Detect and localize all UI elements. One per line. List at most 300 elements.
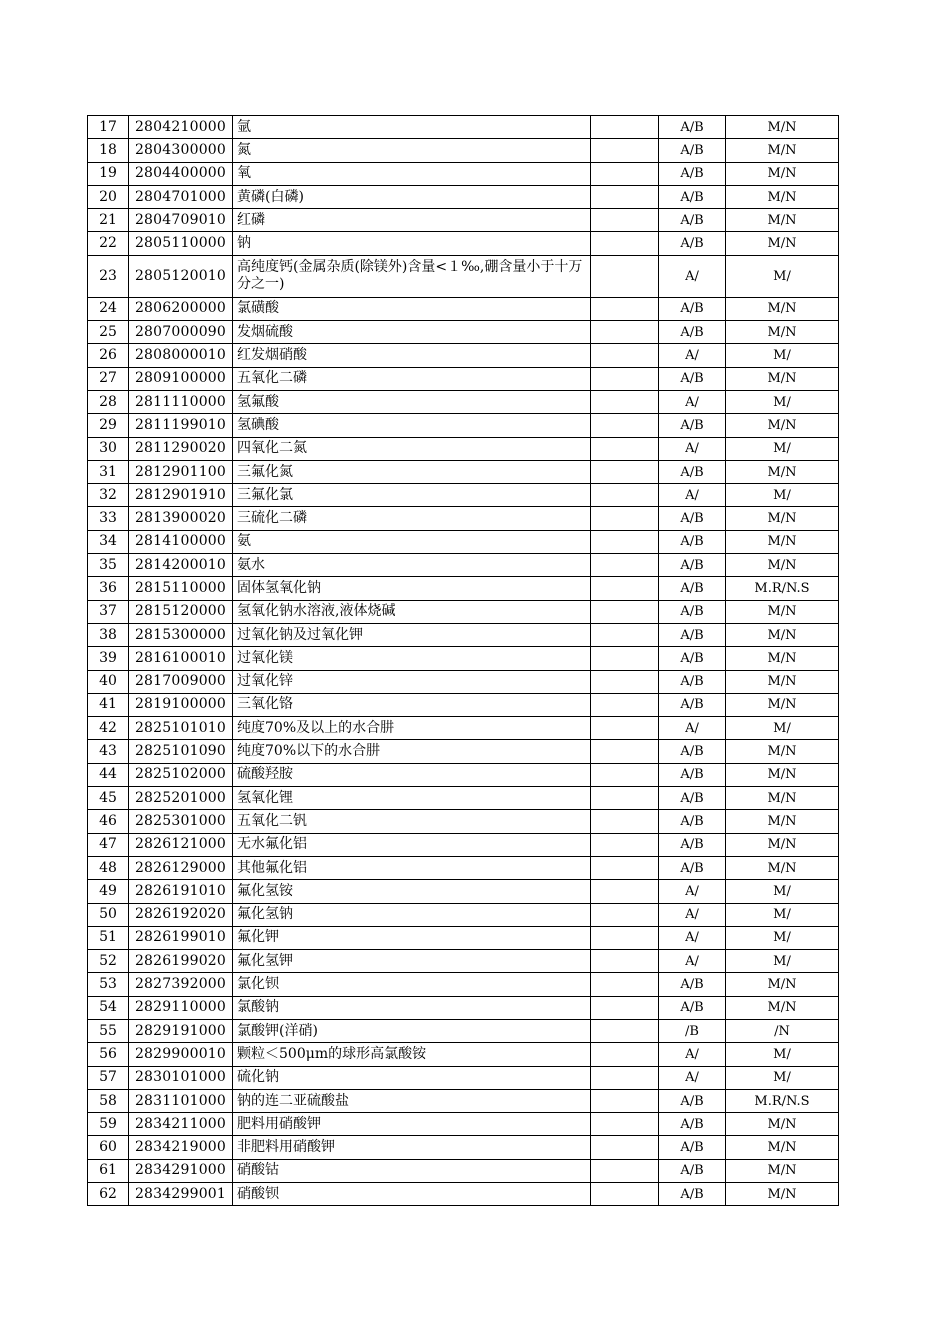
table-row bbox=[88, 367, 839, 390]
table-row bbox=[88, 554, 839, 577]
hs-code-cell: 2812901100 bbox=[129, 460, 233, 483]
table-row bbox=[88, 209, 839, 232]
blank-cell bbox=[591, 1136, 659, 1159]
blank-cell bbox=[591, 390, 659, 413]
row-number-cell: 60 bbox=[88, 1136, 129, 1159]
row-number-cell: 40 bbox=[88, 670, 129, 693]
product-name-cell: 钠的连二亚硫酸盐 bbox=[233, 1089, 591, 1112]
inspection-category-cell: M/N bbox=[726, 740, 839, 763]
inspection-category-cell: M/N bbox=[726, 530, 839, 553]
regulatory-condition-cell: A/B bbox=[659, 763, 726, 786]
regulatory-condition-cell: A/B bbox=[659, 554, 726, 577]
hs-code-cell: 2826199010 bbox=[129, 926, 233, 949]
table-row bbox=[88, 255, 839, 297]
product-name-cell: 三氟化氯 bbox=[233, 484, 591, 507]
inspection-category-cell: M/N bbox=[726, 763, 839, 786]
row-number-cell: 17 bbox=[88, 116, 129, 139]
inspection-category-cell: M/N bbox=[726, 1113, 839, 1136]
product-name-cell: 发烟硫酸 bbox=[233, 321, 591, 344]
row-number-cell: 23 bbox=[88, 255, 129, 297]
regulatory-condition-cell: A/B bbox=[659, 209, 726, 232]
product-name-cell: 氨 bbox=[233, 530, 591, 553]
blank-cell bbox=[591, 810, 659, 833]
row-number-cell: 58 bbox=[88, 1089, 129, 1112]
product-name-cell: 硝酸钴 bbox=[233, 1159, 591, 1182]
hs-code-cell: 2815110000 bbox=[129, 577, 233, 600]
regulatory-condition-cell: A/B bbox=[659, 460, 726, 483]
row-number-cell: 37 bbox=[88, 600, 129, 623]
row-number-cell: 53 bbox=[88, 973, 129, 996]
blank-cell bbox=[591, 554, 659, 577]
product-name-cell: 氧 bbox=[233, 162, 591, 185]
hs-code-cell: 2805110000 bbox=[129, 232, 233, 255]
goods-table bbox=[87, 115, 839, 1206]
blank-cell bbox=[591, 973, 659, 996]
regulatory-condition-cell: A/B bbox=[659, 810, 726, 833]
table-row bbox=[88, 460, 839, 483]
table-row bbox=[88, 162, 839, 185]
inspection-category-cell: M/N bbox=[726, 623, 839, 646]
hs-code-cell: 2814200010 bbox=[129, 554, 233, 577]
hs-code-cell: 2826121000 bbox=[129, 833, 233, 856]
table-row bbox=[88, 903, 839, 926]
inspection-category-cell: M/N bbox=[726, 162, 839, 185]
product-name-cell: 过氧化钠及过氧化钾 bbox=[233, 623, 591, 646]
blank-cell bbox=[591, 414, 659, 437]
inspection-category-cell: M.R/N.S bbox=[726, 1089, 839, 1112]
table-row bbox=[88, 600, 839, 623]
hs-code-cell: 2811290020 bbox=[129, 437, 233, 460]
product-name-cell: 氢碘酸 bbox=[233, 414, 591, 437]
inspection-category-cell: M/N bbox=[726, 810, 839, 833]
row-number-cell: 48 bbox=[88, 856, 129, 879]
regulatory-condition-cell: A/B bbox=[659, 116, 726, 139]
blank-cell bbox=[591, 670, 659, 693]
regulatory-condition-cell: A/ bbox=[659, 255, 726, 297]
table-row bbox=[88, 577, 839, 600]
blank-cell bbox=[591, 577, 659, 600]
regulatory-condition-cell: A/B bbox=[659, 623, 726, 646]
inspection-category-cell: M/ bbox=[726, 437, 839, 460]
hs-code-cell: 2811199010 bbox=[129, 414, 233, 437]
product-name-cell: 纯度70%及以上的水合肼 bbox=[233, 717, 591, 740]
table-row bbox=[88, 856, 839, 879]
row-number-cell: 27 bbox=[88, 367, 129, 390]
row-number-cell: 30 bbox=[88, 437, 129, 460]
inspection-category-cell: M/N bbox=[726, 1136, 839, 1159]
product-name-cell: 无水氟化铝 bbox=[233, 833, 591, 856]
row-number-cell: 54 bbox=[88, 996, 129, 1019]
inspection-category-cell: M/N bbox=[726, 996, 839, 1019]
inspection-category-cell: M/N bbox=[726, 787, 839, 810]
table-row bbox=[88, 437, 839, 460]
regulatory-condition-cell: A/ bbox=[659, 926, 726, 949]
table-row bbox=[88, 693, 839, 716]
regulatory-condition-cell: A/B bbox=[659, 787, 726, 810]
inspection-category-cell: M/N bbox=[726, 693, 839, 716]
inspection-category-cell: M/N bbox=[726, 185, 839, 208]
row-number-cell: 45 bbox=[88, 787, 129, 810]
table-row bbox=[88, 740, 839, 763]
row-number-cell: 43 bbox=[88, 740, 129, 763]
blank-cell bbox=[591, 209, 659, 232]
table-row bbox=[88, 880, 839, 903]
table-row bbox=[88, 1043, 839, 1066]
table-row bbox=[88, 344, 839, 367]
product-name-cell: 硫酸羟胺 bbox=[233, 763, 591, 786]
regulatory-condition-cell: A/ bbox=[659, 717, 726, 740]
regulatory-condition-cell: A/ bbox=[659, 437, 726, 460]
blank-cell bbox=[591, 787, 659, 810]
inspection-category-cell: M/N bbox=[726, 116, 839, 139]
regulatory-condition-cell: A/ bbox=[659, 344, 726, 367]
hs-code-cell: 2813900020 bbox=[129, 507, 233, 530]
inspection-category-cell: M/N bbox=[726, 1183, 839, 1206]
row-number-cell: 18 bbox=[88, 139, 129, 162]
inspection-category-cell: M/N bbox=[726, 321, 839, 344]
inspection-category-cell: M/N bbox=[726, 414, 839, 437]
inspection-category-cell: M/ bbox=[726, 717, 839, 740]
row-number-cell: 57 bbox=[88, 1066, 129, 1089]
blank-cell bbox=[591, 437, 659, 460]
regulatory-condition-cell: /B bbox=[659, 1019, 726, 1042]
regulatory-condition-cell: A/B bbox=[659, 185, 726, 208]
inspection-category-cell: M/N bbox=[726, 507, 839, 530]
regulatory-condition-cell: A/B bbox=[659, 577, 726, 600]
product-name-cell: 氟化氢钠 bbox=[233, 903, 591, 926]
hs-code-cell: 2829110000 bbox=[129, 996, 233, 1019]
hs-code-cell: 2819100000 bbox=[129, 693, 233, 716]
regulatory-condition-cell: A/ bbox=[659, 950, 726, 973]
regulatory-condition-cell: A/B bbox=[659, 414, 726, 437]
product-name-cell: 肥料用硝酸钾 bbox=[233, 1113, 591, 1136]
table-row bbox=[88, 185, 839, 208]
table-row bbox=[88, 390, 839, 413]
regulatory-condition-cell: A/B bbox=[659, 530, 726, 553]
table-row bbox=[88, 1183, 839, 1206]
row-number-cell: 41 bbox=[88, 693, 129, 716]
row-number-cell: 22 bbox=[88, 232, 129, 255]
hs-code-cell: 2804300000 bbox=[129, 139, 233, 162]
table-row bbox=[88, 833, 839, 856]
product-name-cell: 氩 bbox=[233, 116, 591, 139]
table-row bbox=[88, 623, 839, 646]
hs-code-cell: 2804701000 bbox=[129, 185, 233, 208]
blank-cell bbox=[591, 717, 659, 740]
inspection-category-cell: M/ bbox=[726, 390, 839, 413]
blank-cell bbox=[591, 232, 659, 255]
table-row bbox=[88, 1019, 839, 1042]
table-row bbox=[88, 414, 839, 437]
inspection-category-cell: M/N bbox=[726, 647, 839, 670]
hs-code-cell: 2829900010 bbox=[129, 1043, 233, 1066]
regulatory-condition-cell: A/B bbox=[659, 297, 726, 320]
hs-code-cell: 2804709010 bbox=[129, 209, 233, 232]
blank-cell bbox=[591, 740, 659, 763]
inspection-category-cell: M/N bbox=[726, 297, 839, 320]
row-number-cell: 51 bbox=[88, 926, 129, 949]
hs-code-cell: 2817009000 bbox=[129, 670, 233, 693]
table-row bbox=[88, 1136, 839, 1159]
product-name-cell: 钠 bbox=[233, 232, 591, 255]
product-name-cell: 氢氟酸 bbox=[233, 390, 591, 413]
blank-cell bbox=[591, 926, 659, 949]
blank-cell bbox=[591, 600, 659, 623]
blank-cell bbox=[591, 1089, 659, 1112]
blank-cell bbox=[591, 484, 659, 507]
regulatory-condition-cell: A/B bbox=[659, 367, 726, 390]
goods-table-body bbox=[88, 116, 839, 1206]
table-row bbox=[88, 232, 839, 255]
row-number-cell: 49 bbox=[88, 880, 129, 903]
product-name-cell: 氟化氢钾 bbox=[233, 950, 591, 973]
hs-code-cell: 2830101000 bbox=[129, 1066, 233, 1089]
table-row bbox=[88, 321, 839, 344]
regulatory-condition-cell: A/B bbox=[659, 321, 726, 344]
blank-cell bbox=[591, 255, 659, 297]
blank-cell bbox=[591, 367, 659, 390]
table-row bbox=[88, 116, 839, 139]
row-number-cell: 36 bbox=[88, 577, 129, 600]
inspection-category-cell: M/N bbox=[726, 973, 839, 996]
inspection-category-cell: M/N bbox=[726, 554, 839, 577]
product-name-cell: 三氟化氮 bbox=[233, 460, 591, 483]
inspection-category-cell: M/N bbox=[726, 600, 839, 623]
regulatory-condition-cell: A/B bbox=[659, 856, 726, 879]
row-number-cell: 34 bbox=[88, 530, 129, 553]
product-name-cell: 氯酸钾(洋硝) bbox=[233, 1019, 591, 1042]
row-number-cell: 59 bbox=[88, 1113, 129, 1136]
product-name-cell: 其他氟化铝 bbox=[233, 856, 591, 879]
blank-cell bbox=[591, 460, 659, 483]
table-row bbox=[88, 647, 839, 670]
table-row bbox=[88, 950, 839, 973]
hs-code-cell: 2826191010 bbox=[129, 880, 233, 903]
row-number-cell: 20 bbox=[88, 185, 129, 208]
regulatory-condition-cell: A/B bbox=[659, 670, 726, 693]
regulatory-condition-cell: A/B bbox=[659, 647, 726, 670]
blank-cell bbox=[591, 321, 659, 344]
inspection-category-cell: M/ bbox=[726, 950, 839, 973]
product-name-cell: 高纯度钙(金属杂质(除镁外)含量<１‰,硼含量小于十万分之一) bbox=[233, 255, 591, 297]
table-row bbox=[88, 139, 839, 162]
regulatory-condition-cell: A/B bbox=[659, 833, 726, 856]
inspection-category-cell: M/ bbox=[726, 880, 839, 903]
inspection-category-cell: M/ bbox=[726, 1066, 839, 1089]
product-name-cell: 五氧化二钒 bbox=[233, 810, 591, 833]
product-name-cell: 氮 bbox=[233, 139, 591, 162]
row-number-cell: 50 bbox=[88, 903, 129, 926]
hs-code-cell: 2834291000 bbox=[129, 1159, 233, 1182]
regulatory-condition-cell: A/B bbox=[659, 1183, 726, 1206]
blank-cell bbox=[591, 1066, 659, 1089]
hs-code-cell: 2825301000 bbox=[129, 810, 233, 833]
inspection-category-cell: /N bbox=[726, 1019, 839, 1042]
product-name-cell: 红发烟硝酸 bbox=[233, 344, 591, 367]
blank-cell bbox=[591, 1183, 659, 1206]
hs-code-cell: 2834299001 bbox=[129, 1183, 233, 1206]
product-name-cell: 氢氧化钠水溶液,液体烧碱 bbox=[233, 600, 591, 623]
inspection-category-cell: M/N bbox=[726, 833, 839, 856]
regulatory-condition-cell: A/B bbox=[659, 1113, 726, 1136]
product-name-cell: 硫化钠 bbox=[233, 1066, 591, 1089]
product-name-cell: 红磷 bbox=[233, 209, 591, 232]
blank-cell bbox=[591, 996, 659, 1019]
hs-code-cell: 2816100010 bbox=[129, 647, 233, 670]
table-row bbox=[88, 810, 839, 833]
blank-cell bbox=[591, 647, 659, 670]
hs-code-cell: 2814100000 bbox=[129, 530, 233, 553]
row-number-cell: 24 bbox=[88, 297, 129, 320]
product-name-cell: 五氧化二磷 bbox=[233, 367, 591, 390]
inspection-category-cell: M/ bbox=[726, 484, 839, 507]
inspection-category-cell: M/N bbox=[726, 139, 839, 162]
regulatory-condition-cell: A/B bbox=[659, 139, 726, 162]
hs-code-cell: 2827392000 bbox=[129, 973, 233, 996]
inspection-category-cell: M/ bbox=[726, 1043, 839, 1066]
blank-cell bbox=[591, 1159, 659, 1182]
product-name-cell: 颗粒＜500μm的球形高氯酸铵 bbox=[233, 1043, 591, 1066]
inspection-category-cell: M/N bbox=[726, 460, 839, 483]
row-number-cell: 47 bbox=[88, 833, 129, 856]
blank-cell bbox=[591, 763, 659, 786]
row-number-cell: 21 bbox=[88, 209, 129, 232]
hs-code-cell: 2807000090 bbox=[129, 321, 233, 344]
row-number-cell: 35 bbox=[88, 554, 129, 577]
blank-cell bbox=[591, 950, 659, 973]
row-number-cell: 61 bbox=[88, 1159, 129, 1182]
inspection-category-cell: M/N bbox=[726, 209, 839, 232]
regulatory-condition-cell: A/B bbox=[659, 600, 726, 623]
hs-code-cell: 2825101090 bbox=[129, 740, 233, 763]
hs-code-cell: 2812901910 bbox=[129, 484, 233, 507]
regulatory-condition-cell: A/B bbox=[659, 1089, 726, 1112]
blank-cell bbox=[591, 693, 659, 716]
inspection-category-cell: M/N bbox=[726, 1159, 839, 1182]
inspection-category-cell: M/N bbox=[726, 232, 839, 255]
blank-cell bbox=[591, 185, 659, 208]
table-row bbox=[88, 926, 839, 949]
table-row bbox=[88, 507, 839, 530]
product-name-cell: 氯化钡 bbox=[233, 973, 591, 996]
row-number-cell: 31 bbox=[88, 460, 129, 483]
table-row bbox=[88, 787, 839, 810]
hs-code-cell: 2826199020 bbox=[129, 950, 233, 973]
blank-cell bbox=[591, 297, 659, 320]
regulatory-condition-cell: A/B bbox=[659, 1136, 726, 1159]
product-name-cell: 氯酸钠 bbox=[233, 996, 591, 1019]
hs-code-cell: 2809100000 bbox=[129, 367, 233, 390]
regulatory-condition-cell: A/B bbox=[659, 232, 726, 255]
table-row bbox=[88, 1089, 839, 1112]
inspection-category-cell: M.R/N.S bbox=[726, 577, 839, 600]
blank-cell bbox=[591, 139, 659, 162]
hs-code-cell: 2804210000 bbox=[129, 116, 233, 139]
regulatory-condition-cell: A/ bbox=[659, 903, 726, 926]
row-number-cell: 52 bbox=[88, 950, 129, 973]
regulatory-condition-cell: A/ bbox=[659, 390, 726, 413]
hs-code-cell: 2804400000 bbox=[129, 162, 233, 185]
row-number-cell: 39 bbox=[88, 647, 129, 670]
blank-cell bbox=[591, 1019, 659, 1042]
row-number-cell: 33 bbox=[88, 507, 129, 530]
hs-code-cell: 2815120000 bbox=[129, 600, 233, 623]
inspection-category-cell: M/ bbox=[726, 903, 839, 926]
table-row bbox=[88, 530, 839, 553]
hs-code-cell: 2805120010 bbox=[129, 255, 233, 297]
regulatory-condition-cell: A/B bbox=[659, 996, 726, 1019]
regulatory-condition-cell: A/ bbox=[659, 1066, 726, 1089]
hs-code-cell: 2829191000 bbox=[129, 1019, 233, 1042]
inspection-category-cell: M/ bbox=[726, 926, 839, 949]
inspection-category-cell: M/ bbox=[726, 255, 839, 297]
table-row bbox=[88, 1066, 839, 1089]
row-number-cell: 28 bbox=[88, 390, 129, 413]
inspection-category-cell: M/N bbox=[726, 367, 839, 390]
product-name-cell: 非肥料用硝酸钾 bbox=[233, 1136, 591, 1159]
table-row bbox=[88, 1113, 839, 1136]
regulatory-condition-cell: A/B bbox=[659, 693, 726, 716]
regulatory-condition-cell: A/B bbox=[659, 973, 726, 996]
blank-cell bbox=[591, 507, 659, 530]
hs-code-cell: 2825101010 bbox=[129, 717, 233, 740]
product-name-cell: 氨水 bbox=[233, 554, 591, 577]
inspection-category-cell: M/ bbox=[726, 344, 839, 367]
table-row bbox=[88, 670, 839, 693]
inspection-category-cell: M/N bbox=[726, 856, 839, 879]
product-name-cell: 硝酸钡 bbox=[233, 1183, 591, 1206]
hs-code-cell: 2831101000 bbox=[129, 1089, 233, 1112]
blank-cell bbox=[591, 903, 659, 926]
row-number-cell: 62 bbox=[88, 1183, 129, 1206]
product-name-cell: 过氧化镁 bbox=[233, 647, 591, 670]
product-name-cell: 过氧化锌 bbox=[233, 670, 591, 693]
blank-cell bbox=[591, 116, 659, 139]
product-name-cell: 黄磷(白磷) bbox=[233, 185, 591, 208]
row-number-cell: 56 bbox=[88, 1043, 129, 1066]
product-name-cell: 纯度70%以下的水合肼 bbox=[233, 740, 591, 763]
product-name-cell: 氟化钾 bbox=[233, 926, 591, 949]
row-number-cell: 55 bbox=[88, 1019, 129, 1042]
table-row bbox=[88, 717, 839, 740]
table-row bbox=[88, 996, 839, 1019]
product-name-cell: 氟化氢铵 bbox=[233, 880, 591, 903]
blank-cell bbox=[591, 833, 659, 856]
row-number-cell: 29 bbox=[88, 414, 129, 437]
table-row bbox=[88, 484, 839, 507]
row-number-cell: 26 bbox=[88, 344, 129, 367]
blank-cell bbox=[591, 1043, 659, 1066]
table-row bbox=[88, 297, 839, 320]
product-name-cell: 三硫化二磷 bbox=[233, 507, 591, 530]
hs-code-cell: 2815300000 bbox=[129, 623, 233, 646]
hs-code-cell: 2808000010 bbox=[129, 344, 233, 367]
blank-cell bbox=[591, 1113, 659, 1136]
row-number-cell: 19 bbox=[88, 162, 129, 185]
hs-code-cell: 2825102000 bbox=[129, 763, 233, 786]
table-row bbox=[88, 973, 839, 996]
row-number-cell: 42 bbox=[88, 717, 129, 740]
hs-code-cell: 2834219000 bbox=[129, 1136, 233, 1159]
inspection-category-cell: M/N bbox=[726, 670, 839, 693]
blank-cell bbox=[591, 623, 659, 646]
row-number-cell: 38 bbox=[88, 623, 129, 646]
blank-cell bbox=[591, 344, 659, 367]
product-name-cell: 固体氢氧化钠 bbox=[233, 577, 591, 600]
blank-cell bbox=[591, 530, 659, 553]
hs-code-cell: 2826129000 bbox=[129, 856, 233, 879]
product-name-cell: 三氧化铬 bbox=[233, 693, 591, 716]
